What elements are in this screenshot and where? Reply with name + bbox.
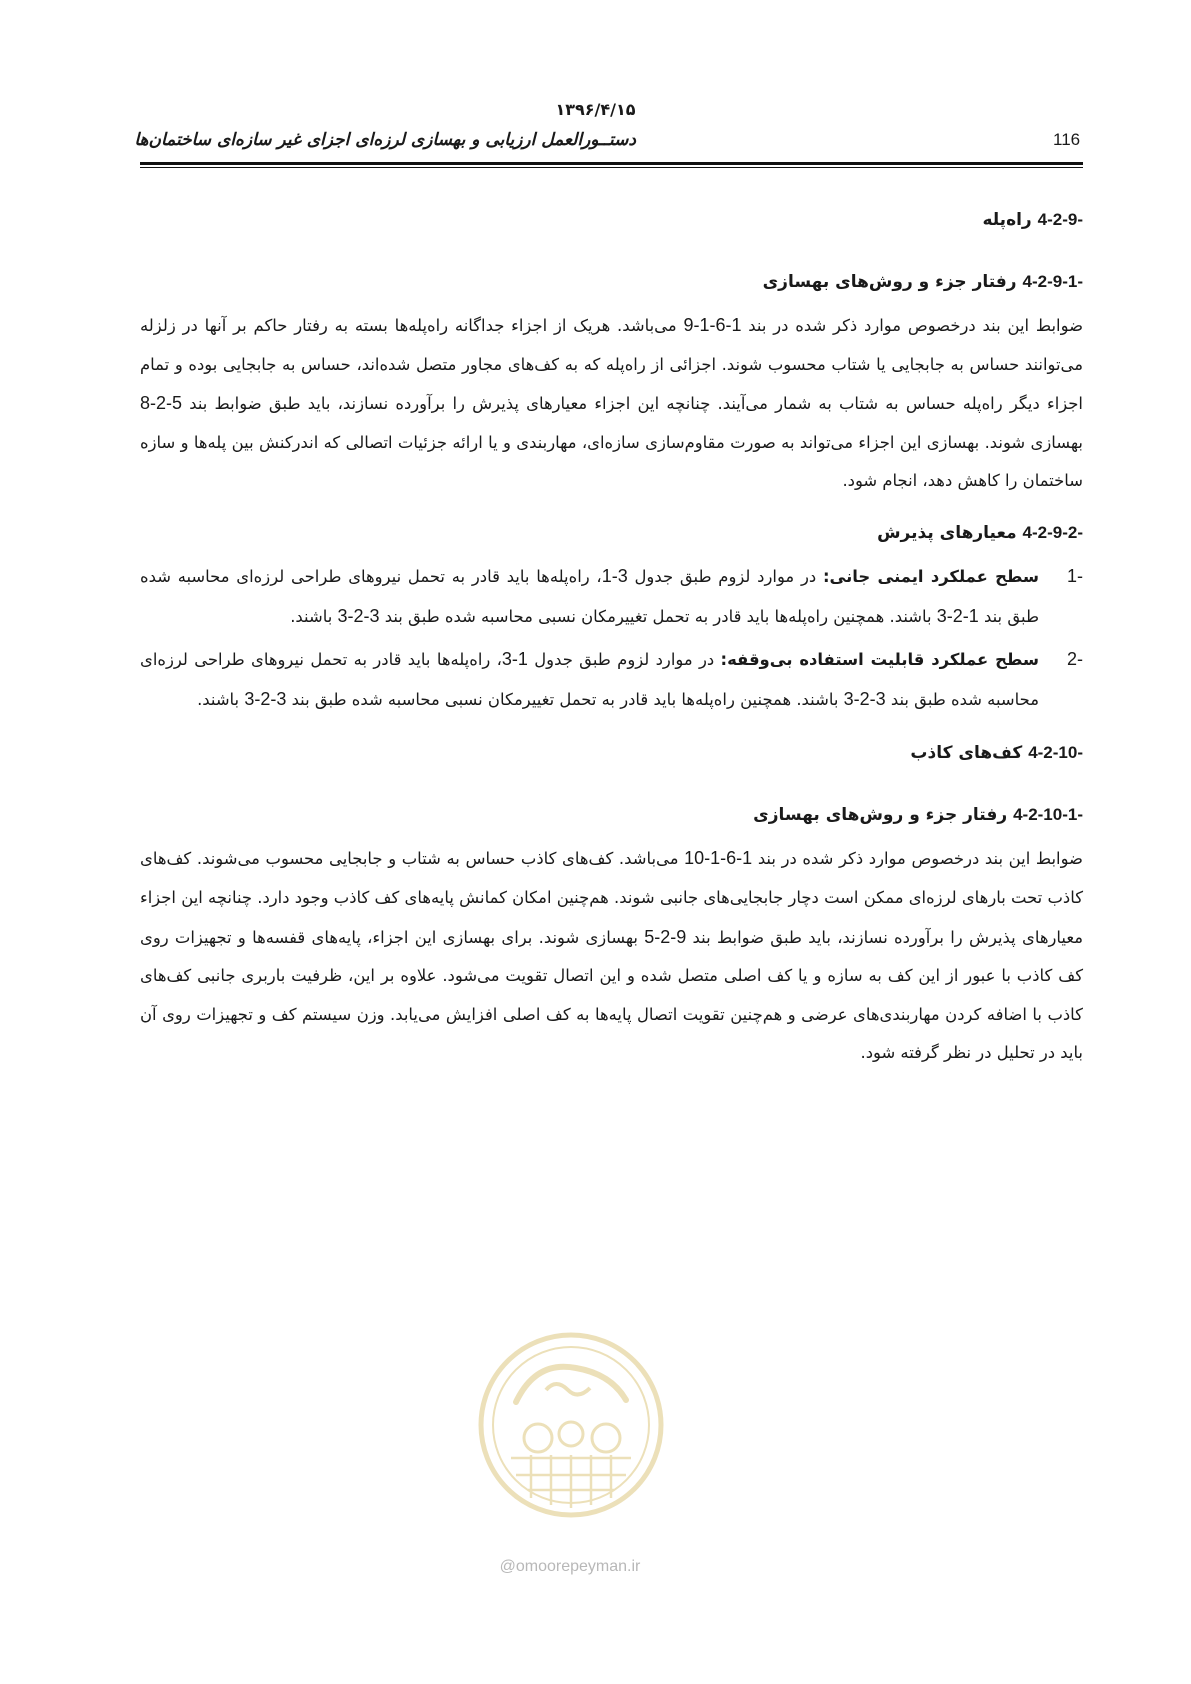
subsection-heading-raised-floors-behavior: 4-2-10-1- رفتار جزء و روش‌های بهسازی (753, 805, 1083, 826)
subsection-heading-stairs-acceptance: 4-2-9-2- معیارهای پذیرش (877, 522, 1083, 543)
header-date: ۱۳۹۶/۴/۱۵ (555, 100, 636, 119)
watermark-logo-icon (476, 1330, 666, 1520)
list-item: -2 سطح عملکرد قابلیت استفاده بی‌وقفه: در موارد لزوم طبق جدول 3-1، راه‌پله‌ها باید قادر به تحمل نیروهای طراحی لرزه‌ای محاسبه شده طبق بند 3-2-3 باشند. همچنین راه‌پله‌ها باید قادر به تحمل تغییرمکان نسبی محاسبه شده طبق بند 3-2-3 باشند. (140, 649, 1083, 709)
main-content (140, 210, 1083, 1073)
section-heading-raised-floors: 4-2-10- کف‌های کاذب (910, 743, 1083, 764)
subsection-heading-stairs-behavior: 4-2-9-1- رفتار جزء و روش‌های بهسازی (762, 272, 1083, 292)
paragraph-raised-floors-behavior: ضوابط این بند درخصوص موارد ذکر شده در بند 10-1-6-1 می‌باشد. کف‌های کاذب حساس به شتاب و جابجایی محسوب می‌شوند. کف‌های کاذب تحت بارهای لرزه‌ای ممکن است دچار جابجایی‌های جانبی شوند. هم‌چنین امکان کمانش پایه‌های کف کاذب وجود دارد. چنانچه این اجزاء معیارهای پذیرش را برآورده نسازند، باید طبق ضوابط بند 5-2-9 بهسازی شوند. برای بهسازی این اجزاء، پایه‌های قفسه‌ها و تجهیزات روی کف کاذب با عبور از این کف به سازه و یا کف اصلی متصل شده و این اتصال تقویت می‌شود. علاوه بر این، ظرفیت باربری جانبی کف‌های کاذب با اضافه کردن مهاربندی‌های عرضی و هم‌چنین تقویت اتصال پایه‌ها به کف اصلی افزایش می‌یابد. وزن سیستم کف و تجهیزات روی آن باید در تحلیل در نظر گرفته شود. (140, 848, 1084, 1063)
list-item: -1 سطح عملکرد ایمنی جانی: در موارد لزوم طبق جدول 1-3، راه‌پله‌ها باید قادر به تحمل نیروهای طراحی لرزه‌ای محاسبه شده طبق بند 3-2-1 باشند. همچنین راه‌پله‌ها باید قادر به تحمل تغییرمکان نسبی محاسبه شده طبق بند 3-2-3 باشند. (140, 565, 1083, 626)
page-number: 116 (1053, 130, 1081, 149)
paragraph-stairs-behavior: ضوابط این بند درخصوص موارد ذکر شده در بند 9-1-6-1 می‌باشد. هریک از اجزاء جداگانه راه‌پله‌ها بسته به رفتار حاکم بر آنها در زلزله می‌توانند حساس به جابجایی یا شتاب محسوب شوند. اجزائی از راه‌پله که به کف‌های مجاور متصل شده‌اند، حساس به جابجایی بوده و تمام اجزاء دیگر راه‌پله حساس به شتاب به شمار می‌آیند. چنانچه این اجزاء معیارهای پذیرش را برآورده نسازند، باید طبق ضوابط بند 8-2-5 بهسازی شوند. بهسازی این اجزاء می‌تواند به صورت مقاوم‌سازی سازه‌ای، مهاربندی و یا ارائه جزئیات اتصالی که اندرکنش بین پله‌ها و سازه ساختمان را کاهش دهد، انجام شود. (140, 315, 1083, 491)
section-heading-stairs: 4-2-9- راه‌پله (982, 210, 1083, 230)
header-rule (140, 162, 1083, 165)
header-title: دستــورالعمل ارزیابی و بهسازی لرزه‌ای اجزای غیر سازه‌ای ساختمان‌ها (134, 130, 636, 150)
header-rule-thin (140, 167, 1083, 168)
acceptance-criteria-list (140, 557, 1083, 719)
watermark-url: @omoorepeyman.ir (499, 1558, 641, 1575)
